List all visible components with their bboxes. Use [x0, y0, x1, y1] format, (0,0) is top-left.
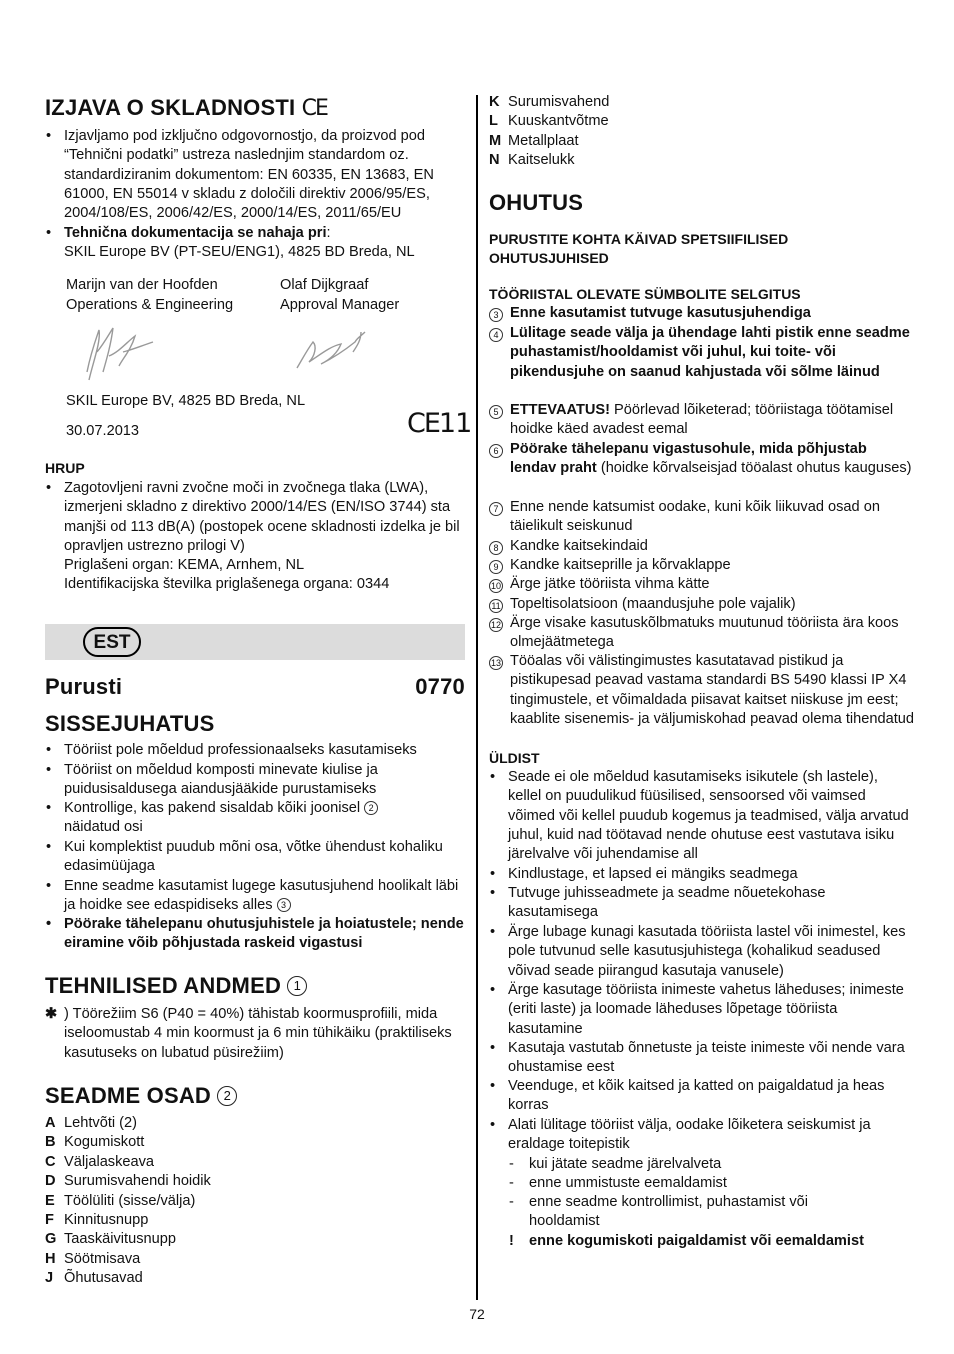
part-key: C — [45, 1153, 56, 1170]
part-item-m — [489, 132, 579, 151]
tech-note: ✱ ) Töörežiim S6 (P40 = 40%) tähistab koormusprofiili, mida iseloomustab 4 min koormust ja 6 min tühikäiku (praktiliseks kasutuseks on lubatud püsirežiim) — [45, 1006, 452, 1061]
dash-item-3: - enne seadme kontrollimist, puhastamist või hooldamist — [509, 1194, 809, 1230]
product-code: 0770 — [415, 674, 465, 699]
symbol-5-number-icon: 5 — [489, 405, 503, 419]
hrup-heading: HRUP — [45, 460, 85, 476]
part-item-c — [45, 1153, 154, 1172]
symbol-12-number-icon: 12 — [490, 620, 501, 630]
intro-bullet-1: • Tööriist pole mõeldud professionaalseks kasutamiseks — [45, 741, 465, 760]
part-key: E — [45, 1192, 55, 1209]
symbol-12: 12 Ärge visake kasutuskõlbmatuks muutunud tööriista ära koos olmejäätmetega — [490, 615, 899, 651]
symbol-4: 4 Lülitage seade välja ja ühendage lahti pistik enne seadme puhastamist/hooldamist või juhul, kui toite- või pikendusjuhe on saanud kahjustada või sõlme läinud — [489, 324, 914, 382]
part-item-l — [489, 112, 609, 131]
page-number: 72 — [469, 1306, 485, 1322]
general-bullet-6: • Kasutaja vastutab õnnetuste ja teiste inimeste või nende vara ohustamise eest — [489, 1039, 914, 1078]
intro-bullet-5: • Enne seadme kasutamist lugege kasutusjuhend hoolikalt läbi ja hoidke see edaspidiseks alles 3 — [45, 877, 465, 916]
part-label: Söötmisava — [64, 1250, 141, 1267]
signer1-name: Marijn van der Hoofden — [66, 277, 218, 293]
symbol-5: 5 ETTEVAATUS! Pöörlevad lõiketerad; tööriistaga töötamisel hoidke käed avadest eemal — [489, 401, 914, 440]
izjava-heading: IZJAVA O SKLADNOSTI CE — [45, 95, 327, 121]
part-key: F — [45, 1212, 54, 1228]
signer1-role: Operations & Engineering — [66, 297, 234, 313]
izjava-bullet-documentation: • Tehnična dokumentacija se nahaja pri: SKIL Europe BV (PT-SEU/ENG1), 4825 BD Breda, NL — [45, 224, 465, 263]
signer2-name: Olaf Dijkgraaf — [280, 277, 369, 293]
uldist-heading: ÜLDIST — [489, 750, 540, 766]
dash-item-2: - enne ummistuste eemaldamist — [509, 1175, 727, 1191]
signature2-image — [291, 328, 371, 374]
part-label: Kinnitusnupp — [64, 1212, 149, 1228]
part-label: Kaitselukk — [508, 152, 575, 169]
part-item-g — [45, 1230, 176, 1249]
symbol-9: 9 Kandke kaitseprille ja kõrvaklappe — [489, 556, 914, 575]
ce-mark-icon: CE — [301, 96, 327, 121]
ce-marking-icon: CE11 — [407, 408, 472, 439]
symbol-10: 10 Ärge jätke tööriista vihma kätte — [490, 576, 710, 592]
intro-bullet-3: • Kontrollige, kas pakend sisaldab kõiki joonisel 2 näidatud osi — [45, 799, 465, 838]
symbol-3-number-icon: 3 — [489, 308, 503, 322]
general-bullet-4: • Ärge lubage kunagi kasutada tööriista lastel või inimestel, kes pole tutvunud selle kasutusjuhistega (kohalikud seadused võivad seade piirangud kasutaja vanusele) — [489, 923, 914, 981]
exclaim-item: ! enne kogumiskoti paigaldamist või eemaldamist — [509, 1233, 864, 1249]
hrup-bullet: • Zagotovljeni ravni zvočne moči in zvočnega tlaka (LWA), izmerjeni skladno z direktivo 2000/14/ES (EN/ISO 3744) sta manjši od 113 dB(A) (postopek ocene skladnosti izdelka je bil opravljen ustrezno prilogi V) Priglašeni organ: KEMA, Arnhem, NL Identifikacijska številka priglašenega organa: 0344 — [45, 479, 465, 595]
part-key: J — [45, 1270, 54, 1287]
part-label: Väljalaskeava — [64, 1153, 155, 1170]
general-bullet-2: • Kindlustage, et lapsed ei mängiks seadmega — [489, 865, 914, 884]
part-label: Surumisvahendi hoidik — [64, 1173, 211, 1190]
general-bullet-7: • Veenduge, et kõik kaitsed ja katted on paigaldatud ja heas korras — [489, 1077, 914, 1116]
figure-2-heading-icon: 2 — [217, 1086, 237, 1106]
general-bullet-1: • Seade ei ole mõeldud kasutamiseks isikutele (sh lastele), kellel on puudulikud füüsilised, sensoorsed või vaimsed võimed või kellel puudub kogemus ja teadmised, välja arvatud juhul, kuid nad töötavad nende ohutuse eest vastutava isiku järelvalve või juhendamise all — [489, 768, 914, 864]
part-item-e — [45, 1192, 195, 1211]
part-key: L — [489, 113, 498, 130]
part-item-a — [45, 1114, 137, 1133]
signer2-role: Approval Manager — [280, 297, 400, 313]
figure-2-icon: 2 — [364, 801, 378, 815]
intro-bullet-4: • Kui komplektist puudub mõni osa, võtke ühendust kohaliku edasimüüjaga — [45, 838, 465, 877]
part-key: D — [45, 1173, 56, 1190]
general-bullet-5: • Ärge kasutage tööriista inimeste vahetus läheduses; inimeste (eriti laste) ja loomade läheduses lõpetage tööriista kasutamine — [489, 981, 914, 1039]
general-bullet-3: • Tutvuge juhisseadmete ja seadme nõuetekohase kasutamisega — [489, 884, 914, 923]
part-item-f — [45, 1211, 148, 1230]
part-key: A — [45, 1115, 56, 1131]
sissejuhatus-heading: SISSEJUHATUS — [45, 711, 215, 736]
symbol-9-number-icon: 9 — [489, 560, 503, 574]
figure-3-icon: 3 — [277, 898, 291, 912]
language-badge: EST — [83, 627, 141, 657]
symbol-8-number-icon: 8 — [489, 541, 503, 555]
symbol-7-number-icon: 7 — [489, 502, 503, 516]
part-label: Surumisvahend — [508, 94, 610, 110]
part-item-d — [45, 1172, 211, 1191]
symbol-7: 7 Enne nende katsumist oodake, kuni kõik liikuvad osad on täielikult seiskunud — [489, 498, 914, 537]
intro-bullet-2: • Tööriist on mõeldud komposti minevate kiulise ja puidusisaldusega aiandusjääkide purustamiseks — [45, 761, 465, 800]
symbol-11: 11 Topeltisolatsioon (maandusjuhe pole vajalik) — [489, 595, 914, 614]
part-label: Kuuskantvõtme — [508, 113, 609, 130]
symbol-6-number-icon: 6 — [489, 444, 503, 458]
part-item-k — [489, 93, 609, 112]
figure-1-icon: 1 — [287, 976, 307, 996]
column-divider — [476, 95, 478, 1300]
declaration-date: 30.07.2013 — [66, 423, 140, 439]
language-bar — [45, 624, 465, 660]
part-key: K — [489, 94, 500, 110]
product-name: Purusti — [45, 674, 123, 699]
part-key: G — [45, 1231, 57, 1248]
signer2 — [280, 275, 399, 315]
dash-item-1: - kui jätate seadme järelvalveta — [509, 1156, 722, 1172]
intro-bullet-6: • Pöörake tähelepanu ohutusjuhistele ja hoiatustele; nende eiramine võib põhjustada raskeid vigastusi — [45, 915, 465, 954]
symbol-10-number-icon: 10 — [490, 581, 501, 591]
part-label: Lehtvõti (2) — [64, 1115, 138, 1131]
part-item-n — [489, 151, 575, 170]
part-label: Metallplaat — [508, 132, 579, 149]
symbol-4-number-icon: 4 — [489, 328, 503, 342]
symbol-11-number-icon: 11 — [489, 599, 503, 613]
asterisk-icon: ✱ — [45, 1006, 58, 1022]
part-label: Õhutusavad — [64, 1270, 143, 1287]
izjava-bullet-declaration: • Izjavljamo pod izključno odgovornostjo, da proizvod pod “Tehnični podatki” ustreza naslednjim standardom oz. standardiziranim dokumentom: EN 60335, EN 13683, EN 61000, EN 55014 v skladu z določili direktiv 2006/95/ES, 2004/108/ES, 2006/42/ES, 2000/14/ES, 2011/65/EU — [45, 127, 465, 223]
ohutus-subheading-1: PURUSTITE KOHTA KÄIVAD SPETSIIFILISED OHUTUSJUHISED — [489, 231, 789, 266]
signature1-image — [79, 322, 159, 384]
ohutus-subheading-2: TÖÖRIISTAL OLEVATE SÜMBOLITE SELGITUS — [489, 286, 801, 302]
part-key: N — [489, 152, 500, 169]
symbol-3: 3 Enne kasutamist tutvuge kasutusjuhendiga — [489, 304, 914, 323]
symbol-8: 8 Kandke kaitsekindaid — [489, 537, 914, 556]
tehnilised-heading: TEHNILISED ANDMED 1 — [45, 973, 307, 999]
symbol-13-number-icon: 13 — [490, 658, 501, 668]
seadme-osad-heading: SEADME OSAD 2 — [45, 1083, 237, 1109]
ohutus-heading: OHUTUS — [489, 190, 584, 215]
part-label: Töölüliti (sisse/välja) — [64, 1192, 196, 1209]
signer1 — [66, 275, 233, 315]
general-bullet-8: • Alati lülitage tööriist välja, oodake lõiketera seiskumist ja eraldage toitepistik — [489, 1116, 914, 1155]
part-item-h — [45, 1250, 140, 1269]
part-key: M — [489, 132, 502, 149]
symbol-6: 6 Pöörake tähelepanu vigastusohule, mida põhjustab lendav praht (hoidke kõrvalseisjad tööalast ohutus kauguses) — [489, 440, 914, 479]
part-item-b — [45, 1133, 144, 1152]
symbol-13: 13 Tööalas või välistingimustes kasutatavad pistikud ja pistikupesad peavad vastama standardi BS 5490 klassi IP X4 tingimustele, et võimaldada piisavat kaitset niiskuse jm eest; kaablite sisenemis- ja väljumiskohad peavad olema tihendatud — [490, 653, 914, 727]
company-address: SKIL Europe BV, 4825 BD Breda, NL — [66, 393, 306, 409]
part-label: Taaskäivitusnupp — [64, 1231, 176, 1248]
part-item-j — [45, 1269, 143, 1288]
part-key: H — [45, 1250, 56, 1267]
part-label: Kogumiskott — [64, 1134, 145, 1151]
part-key: B — [45, 1134, 56, 1151]
